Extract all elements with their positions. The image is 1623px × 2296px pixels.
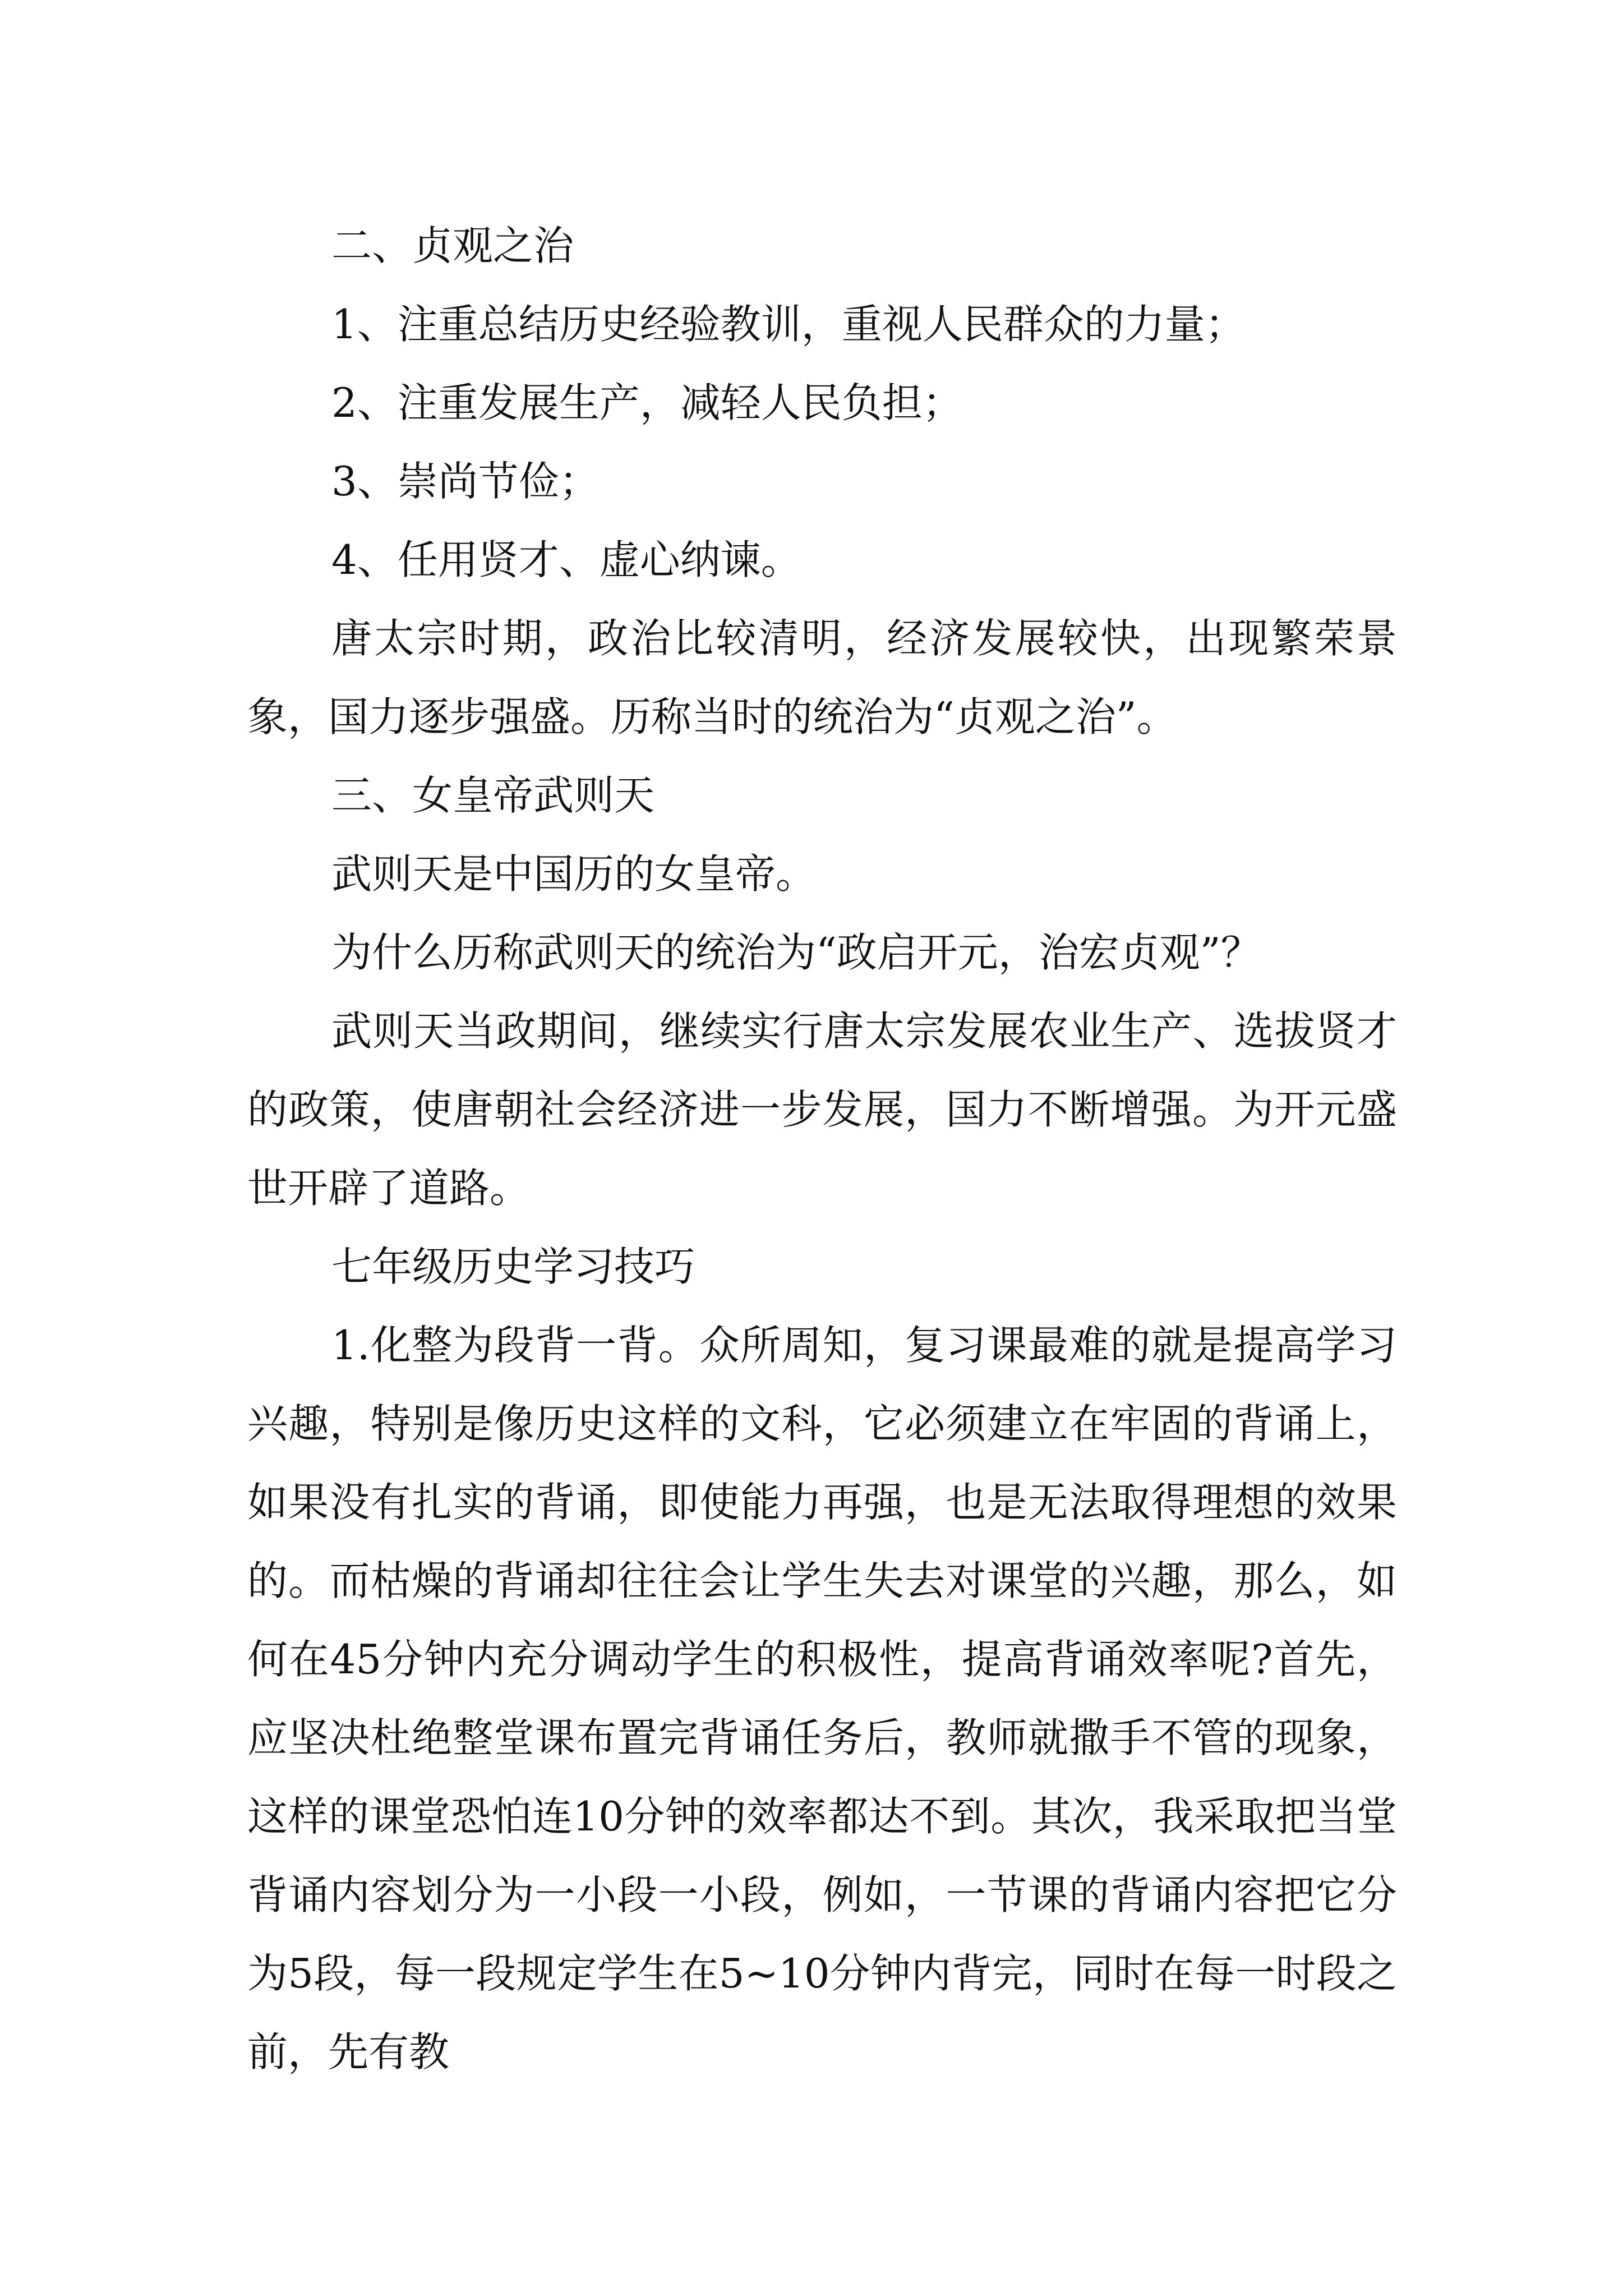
list-item: 2、注重发展生产，减轻人民负担； bbox=[331, 379, 963, 426]
list-item: 3、崇尚节俭； bbox=[331, 458, 600, 505]
section-heading: 三、女皇帝武则天 bbox=[331, 772, 655, 819]
document-body bbox=[247, 206, 1397, 2091]
body-paragraph: 唐太宗时期，政治比较清明，经济发展较快，出现繁荣景象，国力逐步强盛。历称当时的统治为“贞观之治”。 bbox=[247, 615, 1397, 740]
list-item: 4、任用贤才、虚心纳谏。 bbox=[331, 536, 801, 583]
body-paragraph: 为什么历称武则天的统治为“政启开元，治宏贞观”？ bbox=[331, 929, 1261, 976]
body-paragraph: 1.化整为段背一背。众所周知，复习课最难的就是提高学习兴趣，特别是像历史这样的文科，它必须建立在牢固的背诵上，如果没有扎实的背诵，即使能力再强，也是无法取得理想的效果的。而枯燥的背诵却往往会让学生失去对课堂的兴趣，那么，如何在45分钟内充分调动学生的积极性，提高背诵效率呢?首先，应坚决杜绝整堂课布置完背诵任务后，教师就撒手不管的现象，这样的课堂恐怕连10分钟的效率都达不到。其次，我采取把当堂背诵内容划分为一小段一小段，例如，一节课的背诵内容把它分为5段，每一段规定学生在5~10分钟内背完，同时在每一时段之前，先有教 bbox=[247, 1322, 1397, 2076]
body-paragraph: 武则天当政期间，继续实行唐太宗发展农业生产、选拔贤才的政策，使唐朝社会经济进一步发展，国力不断增强。为开元盛世开辟了道路。 bbox=[247, 1007, 1397, 1212]
section-heading: 二、贞观之治 bbox=[331, 222, 574, 269]
section-heading: 七年级历史学习技巧 bbox=[331, 1243, 695, 1290]
list-item: 1、注重总结历史经验教训，重视人民群众的力量； bbox=[331, 301, 1246, 348]
body-paragraph: 武则天是中国历的女皇帝。 bbox=[331, 850, 817, 898]
